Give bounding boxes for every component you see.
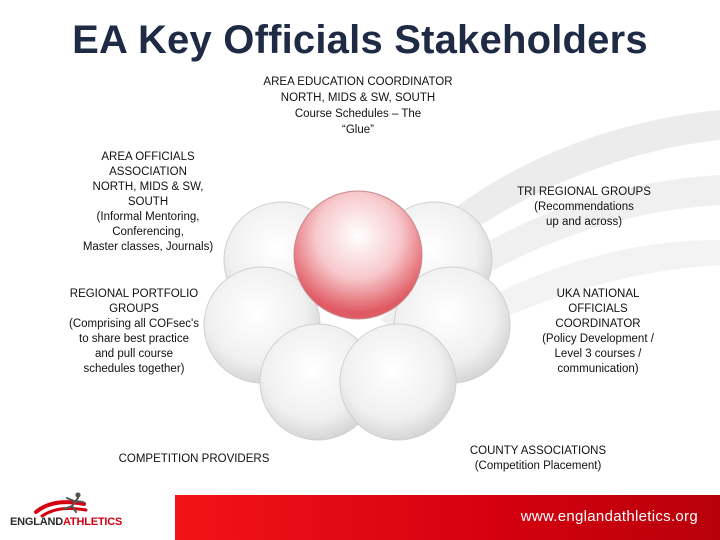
logo-word-england: ENGLAND [10,516,63,528]
mid-right-line-4: (Policy Development / [542,333,654,345]
mid-right-line-1: UKA NATIONAL [556,288,640,300]
top-left-line-6: Conferencing, [112,226,184,238]
top-right-line-1: TRI REGIONAL GROUPS [517,186,651,198]
top-left-line-7: Master classes, Journals) [82,241,214,253]
node-bottom-left-label [96,452,292,467]
top-left-line-3: NORTH, MIDS & SW, [92,181,204,193]
page-title: EA Key Officials Stakeholders [72,18,648,62]
bottom-left-line-1: COMPETITION PROVIDERS [118,453,270,465]
center-line-1: AREA EDUCATION COORDINATOR [263,76,453,88]
website-link[interactable]: www.englandathletics.org [520,508,698,525]
logo-wordmark [10,516,122,528]
logo-word-athletics: ATHLETICS [63,516,123,528]
england-athletics-logo [6,492,176,538]
circle-bottom-right [340,324,456,440]
mid-right-line-5: Level 3 courses / [554,348,642,360]
node-mid-right-label [518,287,678,377]
bottom-right-line-1: COUNTY ASSOCIATIONS [469,445,607,457]
footer-bar [175,495,720,540]
mid-left-line-6: schedules together) [83,363,185,375]
top-left-line-4: SOUTH [127,196,169,208]
node-top-right-label [500,185,668,230]
center-line-3: Course Schedules – The [294,108,422,120]
node-center-label [250,74,466,138]
mid-left-line-3: (Comprising all COFsec's [69,318,199,330]
top-left-line-2: ASSOCIATION [109,166,187,178]
node-bottom-right-label [448,444,628,474]
top-left-line-1: AREA OFFICIALS [101,151,195,163]
mid-right-line-3: COORDINATOR [555,318,641,330]
athlete-icon [34,492,94,518]
node-mid-left-label [44,287,224,377]
node-top-left-label [60,150,236,255]
mid-right-line-2: OFFICIALS [568,303,628,315]
bottom-right-line-2: (Competition Placement) [474,460,602,472]
mid-left-line-4: to share best practice [79,333,189,345]
top-right-line-2: (Recommendations [534,201,634,213]
mid-left-line-2: GROUPS [109,303,159,315]
mid-left-line-5: and pull course [95,348,173,360]
center-line-2: NORTH, MIDS & SW, SOUTH [280,92,436,104]
mid-left-line-1: REGIONAL PORTFOLIO [69,288,199,300]
mid-right-line-6: communication) [557,363,639,375]
top-right-line-3: up and across) [545,216,623,228]
center-line-4: “Glue” [342,124,374,136]
circle-center [294,191,422,319]
top-left-line-5: (Informal Mentoring, [96,211,200,223]
